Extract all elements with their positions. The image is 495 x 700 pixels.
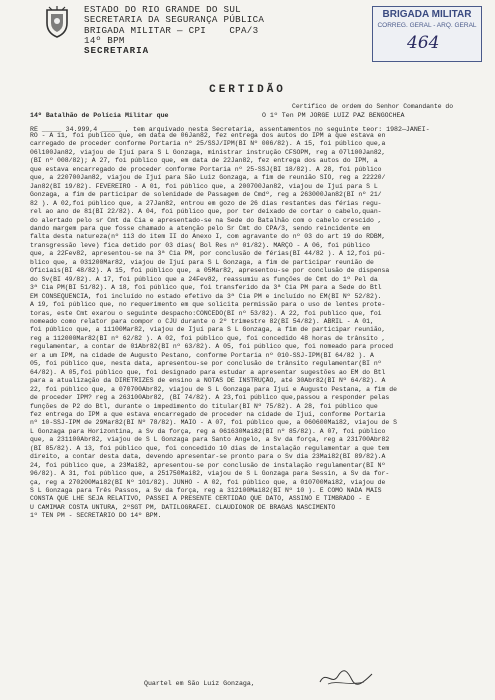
battalion-line: 14º Batalhão de Polícia Militar que	[30, 112, 169, 119]
body-line: transgressão leve) fica detido por 03 dias( Bol Res nº 01/82). MARÇO - A 06, foi público	[30, 241, 370, 249]
body-line: do alertado pelo sr Cmt da Cia e apresentado-se na Sede do Batalhão com o cabelo crescido ,	[30, 216, 382, 224]
body-line: regulamentar, a contar de 01Abr82(BI nº 63/82). A 05, foi público que, foi nomeado para proced	[30, 343, 394, 351]
body-line: toras, este Cmt exarou o seguinte despacho:CONCEDO(BI nº 53/82). A 22, foi publico que, foi	[30, 309, 382, 317]
body-line: de proceder IPM? reg a 263100Abr82, (BI 74/82). A 23,foi público que,passou a responder pelas	[30, 394, 390, 402]
body-line: que, a 231100Abr82, viajou de S L Gonzaga para Santo Angelo, a Sv da força, reg a 231700Abr82	[30, 436, 390, 444]
body-line: 3ª Cia PM(BI 51/82). A 18, foi público que, foi transferido da 3ª Cia PM para a Sede do Btl	[30, 284, 382, 292]
letterhead	[84, 5, 264, 56]
body-line: 1º TEN PM - SECRETÁRIO DO 14º BPM.	[30, 512, 162, 520]
body-line: que, a 220700Jan82, viajou de Ijuí para São Luiz Gonzaga, a fim de reunião SIO, reg a 22220/	[30, 174, 386, 182]
letterhead-secretariat: SECRETARIA DA SEGURANÇA PÚBLICA	[84, 14, 265, 26]
body-line: L Gonzaga para Horizontina, a Sv da força, reg a 061630Mai82(BI nº 85/82). A 07, foi público	[30, 427, 386, 435]
body-line: dando margem para que fosse chamado a atenção pelo Sr Cmt do CPA/3, sendo reincidente em	[30, 224, 370, 232]
letterhead-command: BRIGADA MILITAR — CPI CPA/3	[84, 24, 259, 36]
body-line: do Sv(BI 49/82). A 17, foi público que a 24Fev82, reassumiu as funções de Cmt do 1º Pel da	[30, 275, 378, 283]
certification-intro: Certifico de ordem do Senhor Comandante do	[292, 103, 454, 110]
body-line: 06l100Jan82, viajou de Ijuí para S L Gonzaga, ministrar instrução CFSOPM, reg a 07l100Jan82,	[30, 148, 386, 156]
body-line: que estava encarregado de proceder conforme Portaria nº 25-SSJ(BI 18/82). A 28, foi público	[30, 165, 382, 173]
body-line: que, a 22Fev82, apresentou-se na 3ª Cia PM, por conclusão de férias(BI 44/82 ). A 12,foi pú-	[30, 250, 386, 258]
body-line: nº 10-SSJ-IPM de 29Mar82(BI Nº 78/82). MAIO - A 07, foi público que, a 060600Mai82, viajou de S	[30, 419, 397, 427]
handwritten-signature	[318, 668, 374, 688]
body-line: 82 ). A 02,foi público que, a 27Jan82, entrou em gozo de 26 dias restantes das férias regu-	[30, 199, 382, 207]
body-line: para a atualização da DIRETRIZES de ensino a NOTAS DE INSTRUÇÃO, até 30Abr82(BI Nº 64/82). A	[30, 377, 386, 385]
stamp-subtitle: CORREG. GERAL - ARQ. GERAL	[377, 22, 477, 29]
body-line: reg a 112000Mar82(BI nº 62/82 ). A 02, foi público que, foi concedido 48 horas de trânsito ,	[30, 334, 386, 342]
body-line: er a um IPM, na cidade de Augusto Pestano, conforme Portaria nº 010-SSJ-IPM(BI 64/82 ). A	[30, 351, 374, 359]
body-line: CONSTA QUE LHE SEJA RELATIVO, PASSEI A PRESENTE CERTIDÃO QUE DATO, ASSINO E TIMBRADO - E	[30, 495, 370, 503]
state-coat-of-arms-icon	[44, 6, 70, 38]
body-line: A 19, foi público que, no requerimento em que solicita permissão para o uso de lentes prote-	[30, 301, 386, 309]
body-line: EM CONSEQUENCIA, foi incluído no estado efetivo da 3ª Cia PM e incluído no EM(BI Nº 52/82).	[30, 292, 382, 300]
body-line: (BI 85/82). A 13, foi público que, foi concedido 10 dias de instalação regulamentar a que tem	[30, 444, 390, 452]
body-line: nomeado como relator para compor o CJU durante o 2º trimestre 82(BI 54/82). ABRIL - A 01,	[30, 317, 374, 325]
body-line: Jan82(BI 19/82). FEVEREIRO - A 01, foi público que, a 200700Jan82, viajou de Ijuí para S L	[30, 182, 378, 190]
archive-stamp	[372, 6, 482, 62]
body-line: Gonzaga, a fim de participar de solenidade de Passagem de Cmdº, reg a 263000Jan82(BI nº 21/	[30, 191, 382, 199]
body-line: funções de P2 do Btl, durante o impedimento do titular(BI Nº 75/82). A 28, foi público que	[30, 402, 378, 410]
certificate-body	[30, 132, 482, 521]
body-line: 96/82). A 31, foi público que, a 251750Mai82, viajou de S L Gonzaga para Sessin, a Sv da for-	[30, 470, 390, 478]
letterhead-department: SECRETARIA	[84, 45, 150, 57]
body-line: Oficiais(BI 48/82). A 15, foi público que, a 05Mar82, apresentou-se por conclusão de dispensa	[30, 267, 390, 275]
footer-place-date: Quartel em São Luiz Gonzaga,	[144, 680, 255, 687]
document-title: CERTIDÃO	[209, 84, 286, 96]
body-line: ça, reg a 270200Mai82(BI Nº 101/82). JUNHO - A 02, foi público que, a 010700Mai82, viajou de	[30, 478, 386, 486]
letterhead-battalion: 14º BPM	[84, 34, 125, 46]
body-line: rel ao ano de 81(BI 22/82). A 04, foi público que, por ter deixado de cortar o cabelo,quan-	[30, 208, 382, 216]
body-line: foi público que, a 11100Mar82, viajou de Ijuí para S L Gonzaga, a fim de participar reunião,	[30, 326, 386, 334]
body-line: direito, a contar desta data, devendo apresentar-se pronto para o Sv dia 23Mai82(BI 89/82).A	[30, 453, 386, 461]
body-line: fez entrega do IPM a que estava encarregado de proceder na cidade de Ijuí, conforme Portaria	[30, 410, 386, 418]
registration-line: RE _____ 34.999,4 _____ , tem arquivado nesta Secretaria, assentamentos no seguinte teor: 1982—JANEI-	[30, 126, 430, 133]
body-line: RO - A 11, foi publico que, em data de 06Jan82, fez entrega dos autos do IPM a que estava en	[30, 132, 386, 139]
body-line: (BI nº 008/82); A 27, foi público que, em data de 22Jan82, fez entrega dos autos do IPM, a	[30, 157, 378, 165]
body-line: U CAMIMAR COSTA UNTURA, 2ºSGT PM, DATILOGRAFEI. CLAUDIONOR DE BRAGAS NASCIMENTO	[30, 503, 336, 511]
officer-name: O 1º Ten PM JORGE LUIZ PAZ BENGOCHEA	[262, 112, 405, 119]
stamp-title: BRIGADA MILITAR	[382, 9, 472, 20]
body-line: 24, foi público que, a 23Mai82, apresentou-se por conclusão de instalação regulamentar(BI Nº	[30, 461, 386, 469]
body-line: S L Gonzaga para Três Passos, a Sv da força, reg a 312100Mai82(BI Nº 10 ). E COMO NADA MAIS	[30, 487, 382, 495]
body-line: 64/82). A 05,foi público que, foi designado para estudar a apresentar sugestões ao EM do Btl	[30, 368, 386, 376]
body-line: falta desta natureza(nº 113 do item II do Anexo I, com agravante do nº 03 do art 19 do RDBM,	[30, 233, 386, 241]
body-line: blico que, a 031200Mar82, viajou de Ijuí para S L Gonzaga, a fim de participar reunião de	[30, 258, 374, 266]
body-line: carregado de proceder conforme Portaria nº 25/SSJ/IPM(BI Nº 006/82). A 15, foi público que,a	[30, 140, 386, 148]
stamp-handwritten-number: 464	[407, 33, 440, 53]
body-line: 05, foi público que, nesta data, apresentou-se por conclusão de trânsito regulamentar(BI nº	[30, 360, 382, 368]
body-line: 22, foi público que, a 070700Abr82, viajou de S L Gonzaga para Ijuí e Augusto Pestana, a fim de	[30, 385, 397, 393]
letterhead-state: ESTADO DO RIO GRANDE DO SUL	[84, 4, 241, 15]
